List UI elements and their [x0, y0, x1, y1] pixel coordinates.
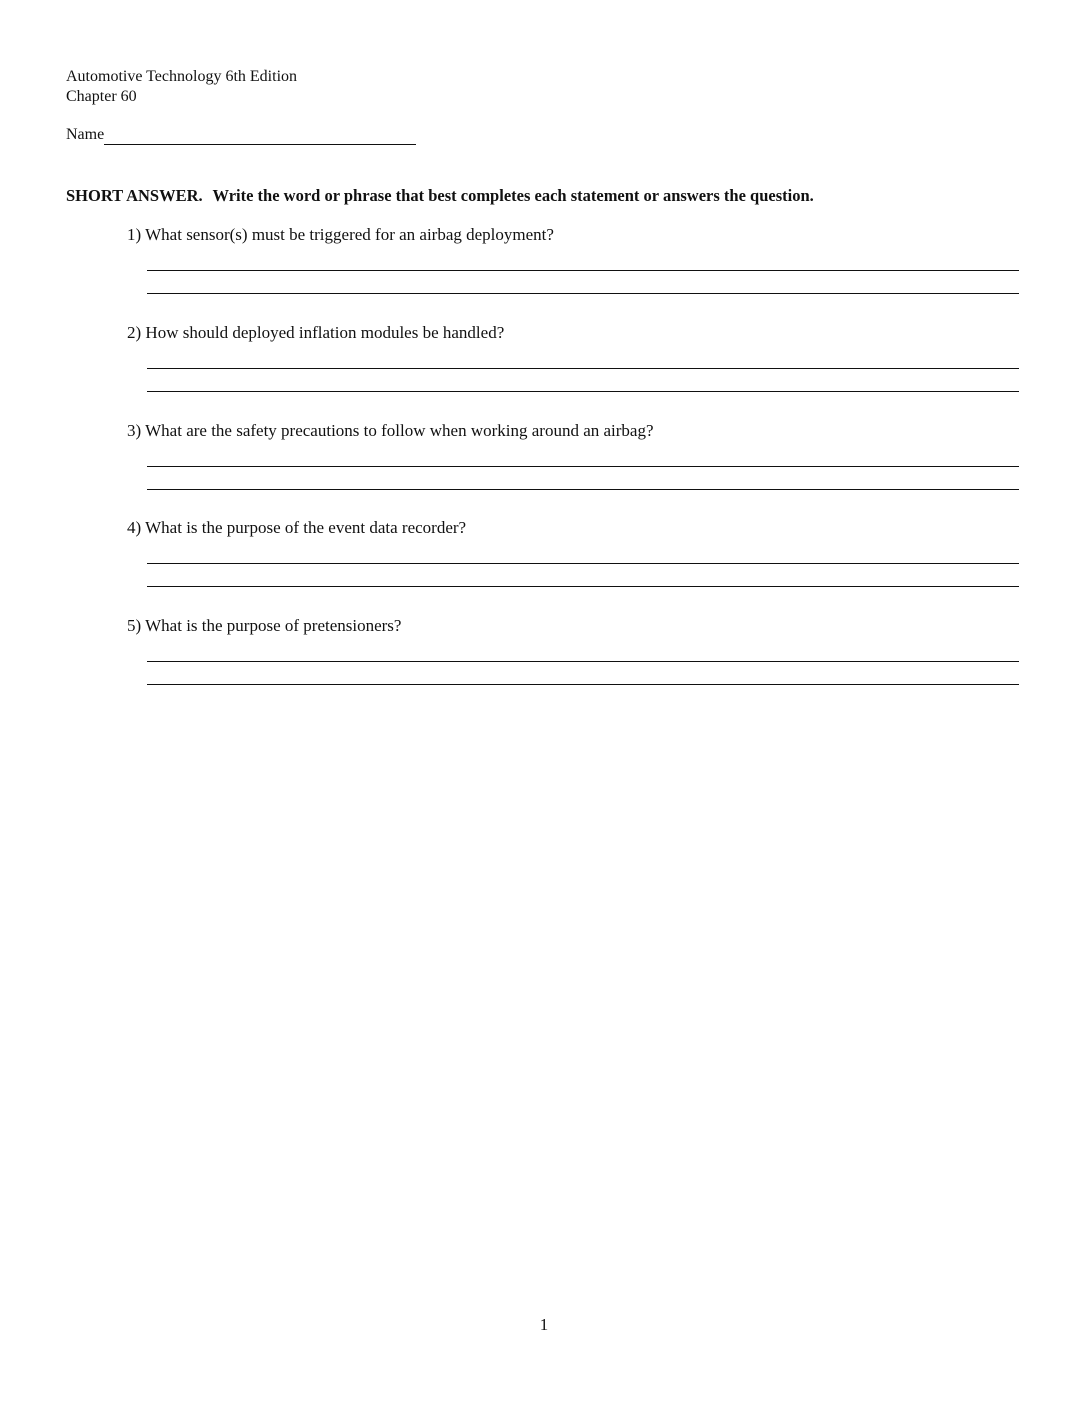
question-prompt: What is the purpose of the event data recorder?	[145, 518, 467, 537]
answer-line[interactable]	[147, 661, 1019, 662]
question-4	[127, 518, 1019, 538]
name-row	[66, 125, 416, 145]
question-number: 5)	[127, 616, 142, 635]
instructions	[66, 186, 814, 206]
name-label: Name	[66, 126, 105, 143]
question-prompt: What sensor(s) must be triggered for an airbag deployment?	[145, 225, 554, 244]
answer-line[interactable]	[147, 368, 1019, 369]
instructions-text: Write the word or phrase that best completes each statement or answers the question.	[212, 186, 814, 205]
name-blank-line[interactable]	[104, 126, 416, 145]
question-text	[127, 323, 1019, 343]
answer-line[interactable]	[147, 293, 1019, 294]
question-5	[127, 616, 1019, 636]
question-text	[127, 616, 1019, 636]
question-text	[127, 225, 1019, 245]
instructions-heading: SHORT ANSWER.	[66, 186, 203, 205]
answer-line[interactable]	[147, 563, 1019, 564]
book-title: Automotive Technology 6th Edition	[66, 68, 298, 85]
question-prompt: How should deployed inflation modules be handled?	[145, 323, 505, 342]
document-header	[66, 67, 297, 107]
question-number: 1)	[127, 225, 142, 244]
question-text	[127, 421, 1019, 441]
question-number: 3)	[127, 421, 142, 440]
question-2	[127, 323, 1019, 343]
question-text	[127, 518, 1019, 538]
question-prompt: What is the purpose of pretensioners?	[145, 616, 402, 635]
answer-line[interactable]	[147, 391, 1019, 392]
answer-line[interactable]	[147, 586, 1019, 587]
answer-line[interactable]	[147, 684, 1019, 685]
chapter-label: Chapter 60	[66, 88, 137, 105]
answer-line[interactable]	[147, 489, 1019, 490]
question-3	[127, 421, 1019, 441]
page-number: 1	[539, 1315, 549, 1334]
question-1	[127, 225, 1019, 245]
answer-line[interactable]	[147, 466, 1019, 467]
question-number: 2)	[127, 323, 142, 342]
question-prompt: What are the safety precautions to follow when working around an airbag?	[145, 421, 654, 440]
question-number: 4)	[127, 518, 142, 537]
answer-line[interactable]	[147, 270, 1019, 271]
